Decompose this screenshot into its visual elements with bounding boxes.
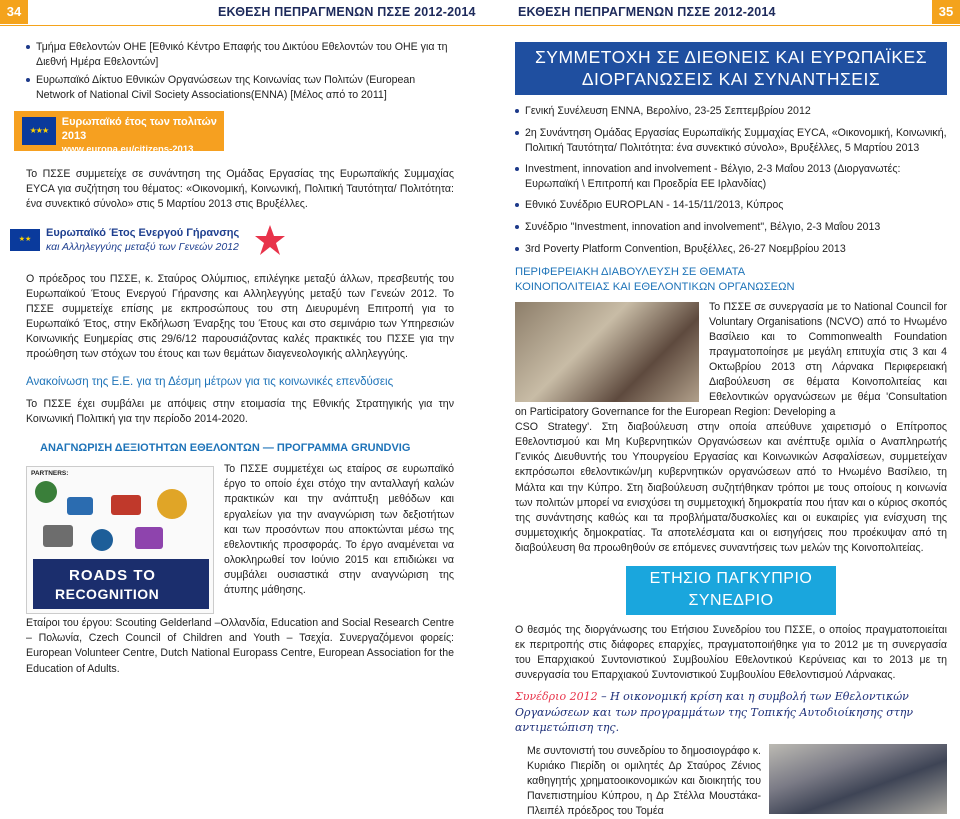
partner-logo-icon — [157, 489, 187, 519]
list-item: Συνέδριο "Investment, innovation and involvement", Βέλγιο, 2-3 Μαΐου 2013 — [515, 220, 947, 235]
section-banner — [626, 566, 836, 615]
partner-logo-icon — [111, 495, 141, 515]
list-item: Εθνικό Συνέδριο EUROPLAN - 14-15/11/2013, Κύπρος — [515, 198, 947, 213]
consultation-photo — [515, 302, 699, 402]
conference-theme-text: – Η οικονομική κρίση και η συμβολή των Εθελοντικών Οργανώσεων και των προγραμμάτων της Τοπικής Αυτοδιοίκησης στην αντιμετώπιση της. — [515, 690, 914, 735]
banner-title-line: ΣΥΜΜΕΤΟΧΗ ΣΕ ΔΙΕΘΝΕΙΣ ΚΑΙ ΕΥΡΩΠΑΪΚΕΣ — [534, 47, 928, 67]
events-list — [515, 104, 947, 257]
running-head-right: ΕΚΘΕΣΗ ΠΕΠΡΑΓΜΕΝΩΝ ΠΣΣΕ 2012-2014 — [518, 5, 776, 19]
paragraph: Το ΠΣΣΕ συμμετείχε σε συνάντηση της Ομάδας Εργασίας της Ευρωπαϊκής Συμμαχίας EYCA για συζήτηση του θέματος: «Οικονομική, Κοινωνική, Πολιτική Ταυτότητα/ Πολιτότητα: ένα συνεκτικό σύνολο» στις 5 Μαρτίου 2013 στις Βρυξέλλες. — [26, 168, 454, 211]
page-number-left: 34 — [0, 0, 28, 24]
partners-label: PARTNERS: — [31, 470, 69, 478]
paragraph: Το ΠΣΣΕ έχει συμβάλει με απόψεις στην ετοιμασία της Εθνικής Στρατηγικής για την Κοινωνική Πολιτική για την περίοδο 2014-2020. — [26, 397, 454, 425]
eu-active-ageing-logo — [10, 222, 454, 258]
list-item: Τμήμα Εθελοντών ΟΗΕ [Εθνικό Κέντρο Επαφής του Δικτύου Εθελοντών του ΟΗΕ για τη Διεθνή Ημέρα Εθελοντών] — [26, 40, 454, 70]
section-title: ΑΝΑΓΝΩΡΙΣΗ ΔΕΞΙΟΤΗΤΩΝ ΕΘΕΛΟΝΤΩΝ — ΠΡΟΓΡΑΜΜΑ GRUNDVIG — [40, 441, 411, 454]
list-item: 3rd Poverty Platform Convention, Βρυξέλλες, 26-27 Νοεμβρίου 2013 — [515, 242, 947, 257]
paragraph: Με συντονιστή του συνεδρίου το δημοσιογράφο κ. Κυριάκο Πιερίδη οι ομιλητές Δρ Σταύρος Ζένιος καθηγητής χρηματοοικονομικών και διοικητής του Πανεπιστημίου Κύπρου, η Δρ Στέλλα Μουστάκα-Πλειπέλ πρόεδρος του Τομέα — [527, 745, 762, 818]
paragraph: Εταίροι του έργου: Scouting Gelderland –Ολλανδία, Education and Social Research Centre – Πολωνία, Czech Council of Children and Youth – Τσεχία. Συνεργαζόμενοι φορείς: European Volunteer Centre, Dutch National Europass Centre, European Association for the Education of Adults. — [26, 617, 454, 675]
roads-to-recognition-logo — [33, 559, 209, 609]
logo-line: Ευρωπαϊκό έτος των πολιτών 2013 — [61, 116, 217, 143]
conference-year: Συνέδριο 2012 — [515, 690, 598, 704]
list-item: Γενική Συνέλευση ENNA, Βερολίνο, 23-25 Σεπτεμβρίου 2012 — [515, 104, 947, 119]
paragraph: Το ΠΣΣΕ συμμετέχει ως εταίρος σε ευρωπαϊκό έργο το οποίο έχει στόχο την ανταλλαγή καλών πρακτικών και την ανάπτυξη μεθόδων και εργαλείων για την αναγνώριση των δεξιοτήτων και των προσόντων που αποκτώνται μέσω της εθελοντικής προσφοράς. Το έργο αναμένεται να ολοκληρωθεί τον Ιούνιο 2015 και επιδιώκει να συμβάλει ουσιαστικά στην αναγνώριση της άτυπης μάθησης. — [224, 463, 454, 596]
banner-title-line: ΔΙΟΡΓΑΝΩΣΕΙΣ ΚΑΙ ΣΥΝΑΝΤΗΣΕΙΣ — [581, 68, 881, 89]
paragraph: Το ΠΣΣΕ σε συνεργασία με το National Council for Voluntary Organisations (NCVO) από το Ηνωμένο Βασίλειο και το Commonwealth Foundation πραγματοποίησε με μεγάλη επιτυχία στις 3 και 4 Οκτωβρίου 2013 στη Λάρνακα Περιφερειακή Διαβούλευση σε θέματα Κοινοπολιτείας και Εθελοντικών οργανώσεων με θέμα 'Consultation on Participatory Governance for the European Region: Developing a — [515, 301, 947, 419]
partner-logo-icon — [135, 527, 163, 549]
conference-theme — [515, 689, 947, 736]
banner-title-line: ΕΤΗΣΙΟ ΠΑΓΚΥΠΡΙΟ ΣΥΝΕΔΡΙΟ — [649, 569, 813, 610]
page-number-right: 35 — [932, 0, 960, 24]
logo-line: ROADS TO — [69, 567, 156, 585]
list-item: Ευρωπαϊκό Δίκτυο Εθνικών Οργανώσεων της Κοινωνίας των Πολιτών (European Network of National Civil Society Associations(ENNA) [Μέλος από το 2011] — [26, 73, 454, 103]
list-item: Investment, innovation and involvement - Βέλγιο, 2-3 Μαΐου 2013 (Διοργανωτές: Ευρωπαϊκή \ Επιτροπή και Προεδρία ΕΕ Ιρλανδίας) — [515, 162, 947, 192]
left-column — [18, 40, 454, 677]
partner-logo-icon — [91, 529, 113, 551]
logo-line: και Αλληλεγγύης μεταξύ των Γενεών 2012 — [46, 240, 239, 253]
partner-logo-icon — [67, 497, 93, 515]
eu-flag-icon: ★★ — [10, 229, 40, 251]
running-head-left: ΕΚΘΕΣΗ ΠΕΠΡΑΓΜΕΝΩΝ ΠΣΣΕ 2012-2014 — [218, 5, 476, 19]
eu-flag-icon: ★★★ — [22, 117, 56, 145]
list-item: 2η Συνάντηση Ομάδας Εργασίας Ευρωπαϊκής Συμμαχίας EYCA, «Οικονομική, Κοινωνική, Πολιτική Ταυτότητα/ Πολιτότητα: ένα συνεκτικό σύνολο», Βρυξέλλες, 5 Μαρτίου 2013 — [515, 126, 947, 156]
eu-year-citizens-logo — [14, 111, 224, 155]
section-banner — [515, 42, 947, 95]
paragraph: Ο θεσμός της διοργάνωσης του Ετήσιου Συνεδρίου του ΠΣΣΕ, ο οποίος πραγματοποιείται εκ περιτροπής στις διάφορες επαρχίες, πραγματοποιήθηκε για το 2012 με τη συνεργασία του Επαρχιακού Συντονιστικού Συμβουλίου Εθελοντικού Κερύνειας και το 2013 με τη συνεργασία του Επαρχιακού Συντονιστικού Συμβουλίου Εθελοντισμού Λάρνακας. — [515, 624, 947, 682]
active-ageing-mark-icon — [253, 223, 287, 257]
conference-photo — [769, 744, 947, 814]
grundvig-section — [26, 462, 454, 676]
logo-line: RECOGNITION — [55, 586, 160, 603]
logo-line: Ευρωπαϊκό Έτος Ενεργού Γήρανσης — [46, 227, 240, 240]
right-column — [515, 40, 947, 819]
header-rule — [0, 25, 960, 26]
section-title: ΠΕΡΙΦΕΡΕΙΑΚΗ ΔΙΑΒΟΥΛΕΥΣΗ ΣΕ ΘΕΜΑΤΑ ΚΟΙΝΟΠΟΛΙΤΕΙΑΣ ΚΑΙ ΕΘΕΛΟΝΤΙΚΩΝ ΟΡΓΑΝΩΣΕΩΝ — [515, 266, 795, 293]
paragraph: CSO Strategy'. Στη διαβούλευση στην οποία απεύθυνε χαιρετισμό ο Επίτροπος Εθελοντισμού και Μη Κυβερνητικών Οργανώσεων και ανέπτυξε ομιλία ο Αναπληρωτής Γενικός Διευθυντής του Υπουργείου Εργασίας και Κοινωνικών Ασφαλίσεων, συμμετείχαν εκπρόσωποι εθελοντικών/μη κυβερνητικών οργανώσεων από το Ηνωμένο Βασίλειο, τη Μάλτα και την Κύπρο. Στη διαβούλευση συζητήθηκαν τρόποι με τους οποίους η κοινωνία των πολιτών μπορεί να ενισχύσει τη συμμετοχική δημοκρατία που ήταν και ο κύριος σκοπός της συνάντησης καθώς και τα προβλήματα/δυσκολίες και οι ευκαιρίες για ενίσχυση της συμμετοχικής δημοκρατίας. Τα αποτελέσματα και οι εισηγήσεις που προέκυψαν από τη διαβούλευση θα προωθηθούν σε επόμενες συναντήσεις των μελών της Κοινοπολιτείας. — [515, 421, 947, 554]
membership-list — [26, 40, 454, 103]
partners-logo-panel — [26, 466, 214, 614]
paragraph: Ο πρόεδρος του ΠΣΣΕ, κ. Σταύρος Ολύμπιος, επιλέγηκε μεταξύ άλλων, πρεσβευτής του Ευρωπαϊκού Έτους Ενεργού Γήρανσης και Αλληλεγγύης μεταξύ των Γενεών 2012. Το ΠΣΣΕ συμμετείχε επίσης με εκπροσώπους του στη Διευρυμένη Επιτροπή για το Ευρωπαϊκό Έτος, στην Εκδήλωση Έναρξης του Έτους και στο σεμινάριο των Υπηρεσιών Κοινωνικής Ευημερίας στις 29/6/12 παρουσιάζοντας καλές πρακτικές του ΠΣΣΕ για την προώθηση των στόχων του έτους και των θεμάτων διαγενεολογικής αλληλεγγύης. — [26, 273, 454, 361]
section-title: Ανακοίνωση της Ε.Ε. για τη Δέσμη μέτρων για τις κοινωνικές επενδύσεις — [26, 376, 394, 389]
conference-section — [515, 744, 947, 819]
logo-line: www.europa.eu/citizens-2013 — [61, 143, 194, 155]
partner-logo-icon — [35, 481, 57, 503]
partner-logo-icon — [43, 525, 73, 547]
